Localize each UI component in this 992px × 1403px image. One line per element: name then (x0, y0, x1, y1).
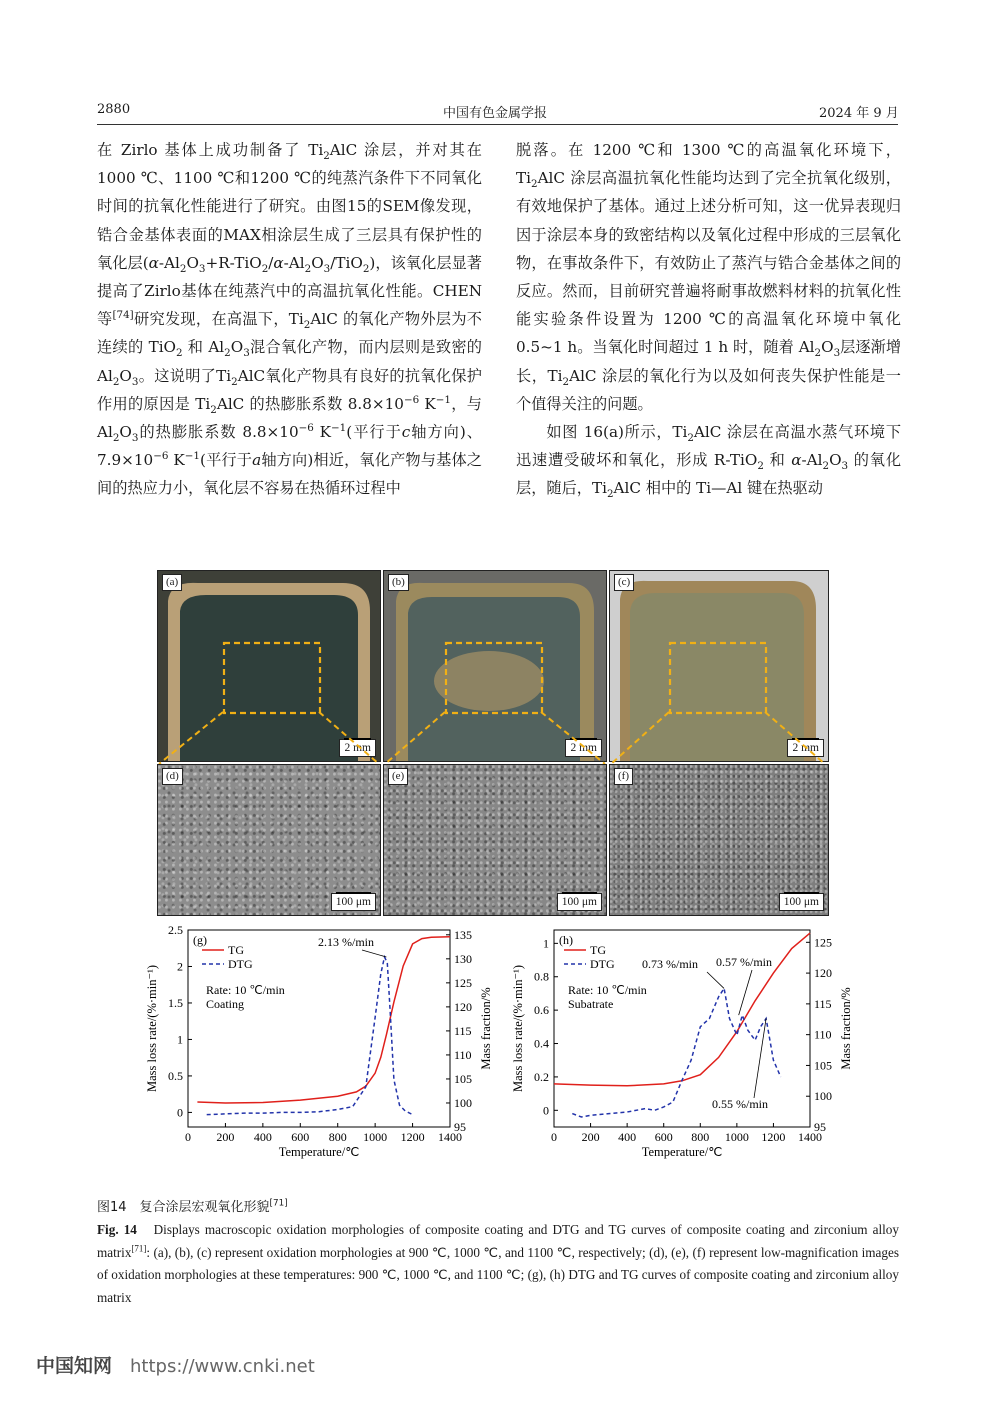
y-tick-label: 2.5 (168, 923, 183, 937)
y-tick-label: 0.5 (168, 1068, 183, 1083)
scale-bar-f: 100 μm (779, 893, 824, 911)
x-tick-label: 600 (291, 1130, 310, 1144)
chart-panel-label: (g) (193, 933, 207, 947)
left-column (97, 136, 482, 503)
legend-entry: DTG (590, 957, 615, 971)
chart-g (140, 920, 500, 1185)
scale-bar-d: 100 μm (331, 893, 376, 911)
x-axis-label: Temperature/℃ (278, 1145, 360, 1159)
peak-annotation: 0.73 %/min (642, 957, 698, 971)
cnki-watermark (36, 1351, 315, 1378)
y-tick-label: 0.6 (534, 1003, 549, 1018)
y2-tick-label: 95 (814, 1120, 826, 1134)
y-tick-label: 0.2 (534, 1069, 549, 1084)
journal-title: 中国有色金属学报 (443, 106, 548, 121)
paragraph: 在 Zirlo 基体上成功制备了 $Ti_2AlC$ 涂层，并对其在 1000 ℃、1100 ℃和1200 ℃的纯蒸汽条件下不同氧化时间的抗氧化性能进行了研究。由图15的SEM像发现，锆合金基体表面的MAX相涂层生成了三层具有保护性的氧化层$(\alpha-Al_2O_3+R-TiO_2/\alpha-Al_2O_3/TiO_2)$，该氧化层显著提高了Zirlo基体在纯蒸汽中的高温抗氧化性能。CHEN 等[74]研究发现，在高温下，$Ti_2AlC$ 的氧化产物外层为不连续的 TiO$_2$ 和 $Al_2O_3$混合氧化产物，而内层则是致密的$Al_2O_3$。这说明了$Ti_2AlC$氧化产物具有良好的抗氧化保护作用的原因是 $Ti_2AlC$ 的热膨胀系数 $8.8\times 10^{-6}$ $K^{-1}$，与 $Al_2O_3$的热膨胀系数 $8.8\times 10^{-6}$ $K^{-1}$(平行于c轴方向)、$7.9\times 10^{-6}$ $K^{-1}$(平行于a轴方向)相近，氧化产物与基体之间的热应力小，氧化层不容易在热循环过程中 (97, 141, 482, 498)
y-tick-label: 1 (177, 1032, 183, 1047)
y2-tick-label: 95 (454, 1120, 466, 1134)
y2-tick-label: 115 (814, 996, 832, 1011)
peak-annotation: 2.13 %/min (318, 935, 374, 949)
y2-tick-label: 120 (454, 999, 472, 1014)
cnki-url[interactable]: https://www.cnki.net (130, 1356, 315, 1377)
y2-tick-label: 130 (454, 951, 472, 966)
y2-tick-label: 110 (454, 1047, 472, 1062)
y-tick-label: 2 (177, 959, 183, 974)
y-tick-label: 0 (177, 1105, 183, 1120)
cnki-brand: 中国知网 (36, 1355, 113, 1377)
series-line-dtg (207, 957, 413, 1115)
y2-tick-label: 120 (814, 966, 832, 981)
annotation-leader (362, 950, 386, 957)
annotation-leader (754, 1018, 766, 1098)
y2-tick-label: 105 (454, 1071, 472, 1086)
x-tick-label: 200 (216, 1130, 235, 1144)
x-tick-label: 1000 (724, 1130, 749, 1144)
panel-label-b: (b) (388, 574, 409, 591)
scale-bar-e: 100 μm (557, 893, 602, 911)
y-axis-label: Mass loss rate/(%·min⁻¹) (511, 965, 525, 1092)
y2-axis-label: Mass fraction/% (479, 987, 493, 1070)
x-tick-label: 1200 (761, 1130, 786, 1144)
scale-bar-b: 2 mm (565, 739, 602, 757)
x-tick-label: 200 (581, 1130, 600, 1144)
x-tick-label: 400 (253, 1130, 272, 1144)
x-tick-label: 0 (551, 1130, 557, 1144)
panel-label-f: (f) (614, 768, 633, 785)
y2-tick-label: 115 (454, 1023, 472, 1038)
chart-h (502, 920, 872, 1185)
x-tick-label: 1200 (400, 1130, 425, 1144)
y2-tick-label: 125 (814, 935, 832, 950)
y2-tick-label: 105 (814, 1058, 832, 1073)
chart-note: Rate: 10 ℃/min (568, 983, 647, 997)
chart-note: Subatrate (568, 997, 614, 1011)
x-axis-label: Temperature/℃ (641, 1145, 723, 1159)
y-tick-label: 0 (543, 1103, 549, 1118)
x-tick-label: 800 (328, 1130, 347, 1144)
panel-label-c: (c) (614, 574, 634, 591)
panel-label-a: (a) (162, 574, 182, 591)
paragraph: 脱落。在 1200 ℃和 1300 ℃的高温氧化环境下，$Ti_2AlC$ 涂层高温抗氧化性能均达到了完全抗氧化级别，有效地保护了基体。通过上述分析可知，这一优异表现归因于涂层本身的致密结构以及氧化过程中形成的三层氧化物，在事故条件下，有效防止了蒸汽与锆合金基体之间的反应。然而，目前研究普遍将耐事故燃料材料的抗氧化性能实验条件设置为 1200 ℃的高温氧化环境中氧化 0.5~1 h。当氧化时间超过 1 h 时，随着 $Al_2O_3$层逐渐增长，$Ti_2AlC$ 涂层的氧化行为以及如何丧失保护性能是一个值得关注的问题。 (516, 141, 902, 413)
panel-label-e: (e) (388, 768, 408, 785)
x-tick-label: 0 (185, 1130, 191, 1144)
x-tick-label: 400 (618, 1130, 637, 1144)
chart-note: Rate: 10 ℃/min (206, 983, 285, 997)
figure-caption-cn: 图14 复合涂层宏观氧化形貌[71] (97, 1198, 288, 1215)
y2-tick-label: 135 (454, 927, 472, 942)
y2-tick-label: 100 (814, 1089, 832, 1104)
legend-entry: TG (590, 943, 606, 957)
zoom-connectors (157, 700, 827, 770)
sem-panel-e (383, 764, 607, 916)
right-column (516, 136, 901, 503)
y2-tick-label: 110 (814, 1027, 832, 1042)
chart-note: Coating (206, 997, 244, 1011)
scale-bar-a: 2 mm (339, 739, 376, 757)
chart-panel-label: (h) (559, 933, 573, 947)
panel-label-d: (d) (162, 768, 183, 785)
y-tick-label: 1.5 (168, 995, 183, 1010)
peak-annotation: 0.55 %/min (712, 1097, 768, 1111)
annotation-leader (707, 972, 724, 988)
sem-panel-d (157, 764, 381, 916)
y-tick-label: 0.8 (534, 969, 549, 984)
x-tick-label: 1400 (798, 1130, 822, 1144)
y2-tick-label: 100 (454, 1095, 472, 1110)
x-tick-label: 1000 (363, 1130, 388, 1144)
figure-caption-en: Fig. 14 Displays macroscopic oxidation morphologies of composite coating and DTG and TG curves of composite coating and zirconium alloy matrix[71]: (a), (b), (c) represent oxidation morphologies at 900 ℃, 1000 ℃, and 1100 ℃, respectively; (d), (e), (f) represent low-magnification images of oxidation morphologies at these temperatures: 900 ℃, 1000 ℃, and 1100 ℃; (g), (h) DTG and TG curves of composite coating and zirconium alloy matrix (97, 1222, 899, 1305)
sem-panel-f (609, 764, 829, 916)
x-tick-label: 600 (654, 1130, 673, 1144)
page-number: 2880 (97, 102, 131, 117)
header-rule (97, 124, 898, 125)
scale-bar-c: 2 mm (787, 739, 824, 757)
y2-tick-label: 125 (454, 975, 472, 990)
y-tick-label: 1 (543, 936, 549, 951)
legend-entry: DTG (228, 957, 253, 971)
paragraph: 如图 16(a)所示，$Ti_2AlC$ 涂层在高温水蒸气环境下迅速遭受破坏和氧化，形成 R-TiO$_2$ 和 $\alpha-Al_2O_3$ 的氧化层，随后，$Ti_2AlC$ 相中的 Ti—Al 键在热驱动 (516, 423, 902, 501)
x-tick-label: 800 (691, 1130, 710, 1144)
y-axis-label: Mass loss rate/(%·min⁻¹) (145, 965, 159, 1092)
peak-annotation: 0.57 %/min (716, 955, 772, 969)
y2-axis-label: Mass fraction/% (839, 987, 853, 1070)
legend-entry: TG (228, 943, 244, 957)
y-tick-label: 0.4 (534, 1036, 549, 1051)
x-tick-label: 1400 (438, 1130, 462, 1144)
issue-date: 2024 年 9 月 (819, 106, 899, 121)
